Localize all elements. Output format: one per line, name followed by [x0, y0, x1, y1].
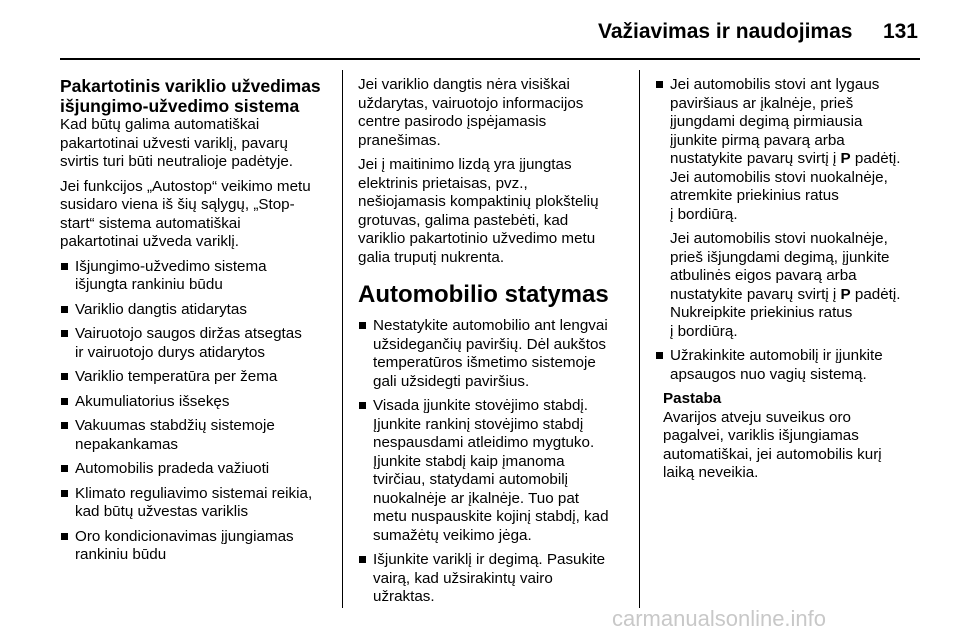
list-item	[655, 76, 925, 224]
page-header-title: Važiavimas ir naudojimas	[598, 20, 853, 43]
paragraph-text: Jei automobilis stovi nuokalnėje, prieš išjungdami degimą, įjunkite atbulinės eigos pavarą arba nustatykite pavarų svirtį į	[670, 230, 890, 303]
column-2	[358, 76, 628, 613]
column-divider-1	[342, 70, 343, 608]
lock-list	[655, 347, 925, 384]
list-item: Išjungimo-užvedimo sistema išjungta rankiniu būdu	[60, 258, 330, 295]
header-divider	[60, 58, 920, 60]
conditions-paragraph: Jei funkcijos „Autostop“ veikimo metu susidaro viena iš šių sąlygų, „Stop- start“ sistema automatiškai pakartotinai užveda variklį.	[60, 177, 311, 250]
section-heading-stop-start: Pakartotinis variklio užvedimas išjungimo-užvedimo sistema	[60, 76, 321, 116]
note-block	[655, 390, 925, 483]
note-text: Avarijos atveju suveikus oro pagalvei, variklis išjungiamas automatiškai, jei automobilis kurį laiką neveikia.	[663, 408, 882, 481]
conditions-list	[60, 258, 330, 565]
list-item: Akumuliatorius išsekęs	[60, 393, 330, 412]
list-item: Visada įjunkite stovėjimo stabdį. Įjunkite rankinį stovėjimo stabdį nespausdami atleidimo mygtuko. Įjunkite stabdį kaip įmanoma tvirčiau, statydami automobilį nuokalnėje ar įkalnėje. Tuo pat metu nuspauskite kojinį stabdį, kad sumažėtų veikimo jėga.	[358, 397, 628, 545]
parking-list	[358, 317, 628, 607]
page-number: 131	[882, 20, 918, 43]
bullet-text: padėtį. Jei automobilis stovi nuokalnėje, atremkite priekinius ratus į bordiūrą.	[670, 150, 901, 223]
hood-warning-paragraph: Jei variklio dangtis nėra visiškai uždarytas, vairuotojo informacijos centre pasirodo įspėjamasis pranešimas.	[358, 76, 584, 149]
list-item: Variklio temperatūra per žema	[60, 368, 330, 387]
list-item: Išjunkite variklį ir degimą. Pasukite vairą, kad užsirakintų vairo užraktas.	[358, 551, 628, 607]
parking-list-continued	[655, 76, 925, 224]
gear-p-label: P	[840, 150, 851, 167]
list-item: Klimato reguliavimo sistemai reikia, kad būtų užvestas variklis	[60, 485, 330, 522]
section-heading-parking: Automobilio statymas	[358, 281, 609, 308]
column-divider-2	[639, 70, 640, 608]
list-item: Vairuotojo saugos diržas atsegtas ir vairuotojo durys atidarytos	[60, 325, 330, 362]
note-title: Pastaba	[663, 390, 722, 407]
gear-p-label: P	[840, 285, 851, 303]
power-outlet-paragraph: Jei į maitinimo lizdą yra įjungtas elektrinis prietaisas, pvz., nešiojamasis kompaktinių plokštelių grotuvas, galima pastebėti, kad variklio pakartotinio užvedimo metu galia truputį nukrenta.	[358, 156, 599, 266]
downhill-paragraph	[655, 230, 925, 341]
watermark: carmanualsonline.info	[612, 606, 827, 631]
list-item: Automobilis pradeda važiuoti	[60, 460, 330, 479]
list-item: Oro kondicionavimas įjungiamas rankiniu būdu	[60, 528, 330, 565]
column-1	[60, 76, 330, 571]
column-3	[655, 76, 925, 489]
paragraph-text: padėtį. Nukreipkite priekinius ratus į bordiūrą.	[670, 285, 901, 340]
list-item: Nestatykite automobilio ant lengvai užsidegančių paviršių. Dėl aukštos temperatūros išmetimo sistemoje gali užsidegti paviršius.	[358, 317, 628, 391]
list-item: Variklio dangtis atidarytas	[60, 301, 330, 320]
intro-paragraph: Kad būtų galima automatiškai pakartotinai užvesti variklį, pavarų svirtis turi būti neutralioje padėtyje.	[60, 116, 293, 170]
bullet-text: Jei automobilis stovi ant lygaus paviršiaus ar įkalnėje, prieš įjungdami degimą pirmiausia įjunkite pirmą pavarą arba nustatykite pavarų svirtį į	[670, 76, 880, 167]
list-item: Užrakinkite automobilį ir įjunkite apsaugos nuo vagių sistemą.	[655, 347, 925, 384]
list-item: Vakuumas stabdžių sistemoje nepakankamas	[60, 417, 330, 454]
